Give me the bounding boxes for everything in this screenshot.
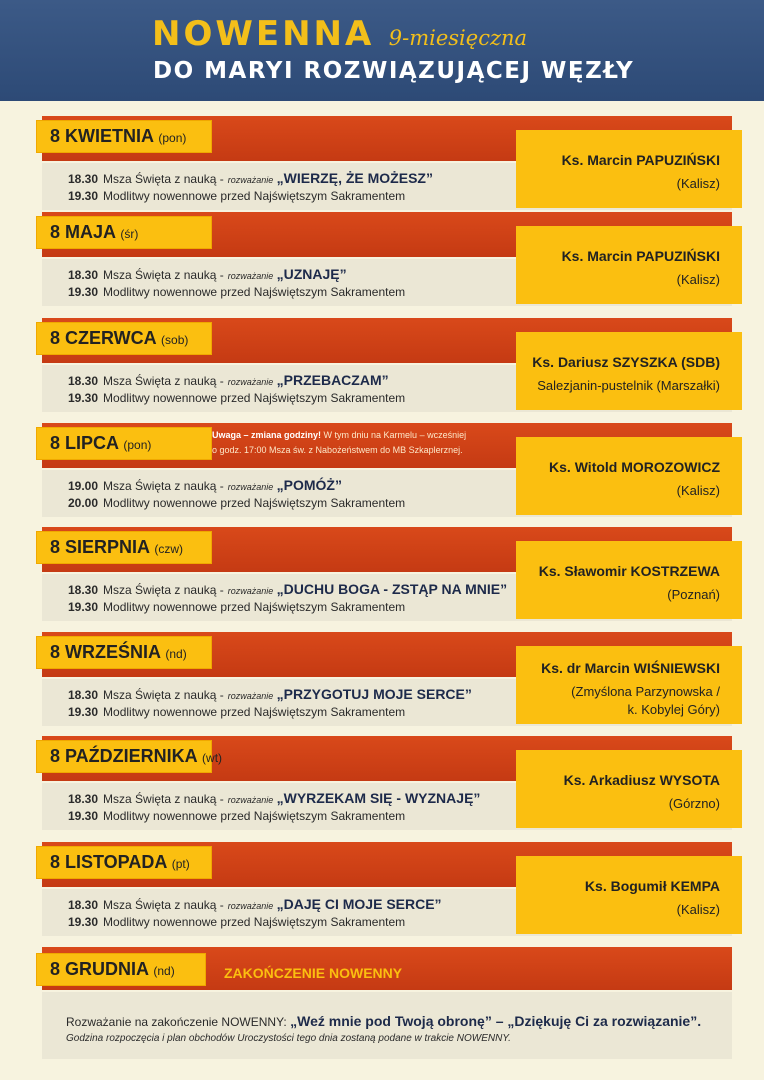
prayer-label: Modlitwy nowennowe przed Najświętszym Sakramentem <box>103 189 406 203</box>
date-text: 8 PAŹDZIERNIKA <box>50 746 198 766</box>
priest-place: Salezjanin-pustelnik (Marszałki) <box>537 378 720 393</box>
date-text: 8 CZERWCA <box>50 328 157 348</box>
priest-place: (Kalisz) <box>676 483 720 498</box>
prayer-time: 20.00 <box>68 496 99 510</box>
priest-name: Ks. Arkadiusz WYSOTA <box>563 772 720 788</box>
mass-label: Msza Święta z nauką - <box>103 172 224 186</box>
priest-place-2: k. Kobylej Góry) <box>627 702 720 717</box>
mass-time: 19.00 <box>68 479 99 493</box>
date-text: 8 SIERPNIA <box>50 537 150 557</box>
reflection-label: rozważanie <box>227 795 274 805</box>
prayer-label: Modlitwy nowennowe przed Najświętszym Sakramentem <box>103 391 406 405</box>
mass-label: Msza Święta z nauką - <box>103 479 224 493</box>
final-line1-quote: „Weź mnie pod Twoją obronę” – „Dziękuję Ci za rozwiązanie”. <box>290 1013 702 1029</box>
mass-time: 18.30 <box>68 792 99 806</box>
prayer-time: 19.30 <box>68 391 99 405</box>
prayer-label: Modlitwy nowennowe przed Najświętszym Sakramentem <box>103 809 406 823</box>
reflection-label: rozważanie <box>227 377 274 387</box>
notice-line1: W tym dniu na Karmelu – wcześniej <box>321 430 467 440</box>
prayer-label: Modlitwy nowennowe przed Najświętszym Sakramentem <box>103 600 406 614</box>
mass-label: Msza Święta z nauką - <box>103 374 224 388</box>
final-date <box>50 959 175 980</box>
mass-line <box>68 790 480 806</box>
date-tag <box>36 740 223 773</box>
date-tag <box>36 531 212 564</box>
priest-box <box>516 332 742 410</box>
mass-time: 18.30 <box>68 898 99 912</box>
date <box>50 126 186 147</box>
mass-time: 18.30 <box>68 583 99 597</box>
prayer-time: 19.30 <box>68 809 99 823</box>
page-title: NOWENNA <box>152 14 375 54</box>
reflection-label: rozważanie <box>227 586 274 596</box>
theme: „DAJĘ CI MOJE SERCE” <box>276 896 442 912</box>
prayer-label: Modlitwy nowennowe przed Najświętszym Sakramentem <box>103 705 406 719</box>
mass-time: 18.30 <box>68 268 99 282</box>
reflection-label: rozważanie <box>227 691 274 701</box>
notice-line2: o godz. 17:00 Msza św. z Nabożeństwem do MB Szkaplerznej. <box>212 445 463 455</box>
prayer-line <box>68 705 405 719</box>
prayer-time: 19.30 <box>68 705 99 719</box>
priest-name: Ks. Marcin PAPUZIŃSKI <box>561 248 720 264</box>
prayer-line <box>68 391 405 405</box>
final-date-tag <box>36 953 206 986</box>
mass-time: 18.30 <box>68 374 99 388</box>
theme: „DUCHU BOGA - ZSTĄP NA MNIE” <box>276 581 508 597</box>
final-line2: Godzina rozpoczęcia i plan obchodów Uroczystości tego dnia zostaną podane w trakcie NOWENNY. <box>66 1033 511 1044</box>
priest-place: (Poznań) <box>667 587 720 602</box>
theme: „POMÓŻ” <box>276 477 342 493</box>
day-of-week: (nd) <box>165 647 187 661</box>
date-text: 8 WRZEŚNIA <box>50 642 161 662</box>
final-line1-prefix: Rozważanie na zakończenie NOWENNY: <box>66 1015 291 1029</box>
priest-box <box>516 856 742 934</box>
priest-place: (Zmyślona Parzynowska / <box>571 684 720 699</box>
theme: „WYRZEKAM SIĘ - WYZNAJĘ” <box>276 790 481 806</box>
mass-line <box>68 372 389 388</box>
prayer-line <box>68 189 405 203</box>
date <box>50 852 190 873</box>
mass-line <box>68 170 433 186</box>
prayer-label: Modlitwy nowennowe przed Najświętszym Sakramentem <box>103 915 406 929</box>
day-of-week: (śr) <box>120 227 139 241</box>
priest-place: (Kalisz) <box>676 176 720 191</box>
priest-name: Ks. Bogumił KEMPA <box>584 878 720 894</box>
mass-time: 18.30 <box>68 172 99 186</box>
title-row <box>152 14 527 54</box>
mass-label: Msza Święta z nauką - <box>103 898 224 912</box>
reflection-label: rozważanie <box>227 175 274 185</box>
date <box>50 433 151 454</box>
day-of-week: (sob) <box>161 333 189 347</box>
page-title-line2: DO MARYI ROZWIĄZUJĄCEJ WĘZŁY <box>153 58 635 84</box>
priest-box <box>516 541 742 619</box>
date-tag <box>36 120 212 153</box>
header <box>0 0 764 101</box>
priest-box <box>516 646 742 724</box>
mass-label: Msza Święta z nauką - <box>103 583 224 597</box>
time-change-notice <box>212 428 466 458</box>
reflection-label: rozważanie <box>227 482 274 492</box>
day-of-week: (pon) <box>123 438 152 452</box>
mass-line <box>68 896 442 912</box>
priest-box <box>516 226 742 304</box>
prayer-time: 19.30 <box>68 600 99 614</box>
priest-place: (Kalisz) <box>676 272 720 287</box>
date-tag <box>36 322 212 355</box>
day-of-week: (czw) <box>154 542 184 556</box>
priest-name: Ks. Marcin PAPUZIŃSKI <box>561 152 720 168</box>
date-tag <box>36 636 212 669</box>
day-of-week: (wt) <box>202 751 223 765</box>
priest-box <box>516 750 742 828</box>
priest-place: (Kalisz) <box>676 902 720 917</box>
prayer-line <box>68 809 405 823</box>
prayer-label: Modlitwy nowennowe przed Najświętszym Sakramentem <box>103 285 406 299</box>
priest-name: Ks. Dariusz SZYSZKA (SDB) <box>532 354 720 370</box>
mass-time: 18.30 <box>68 688 99 702</box>
final-title: ZAKOŃCZENIE NOWENNY <box>224 965 403 981</box>
date-tag <box>36 216 212 249</box>
prayer-time: 19.30 <box>68 285 99 299</box>
date <box>50 537 183 558</box>
priest-place: (Górzno) <box>668 796 720 811</box>
date-tag <box>36 427 212 460</box>
date <box>50 328 188 349</box>
notice-bold: Uwaga – zmiana godziny! <box>212 430 322 440</box>
mass-line <box>68 477 342 493</box>
theme: „UZNAJĘ” <box>276 266 347 282</box>
date-text: 8 LIPCA <box>50 433 119 453</box>
prayer-time: 19.30 <box>68 189 99 203</box>
date-text: 8 MAJA <box>50 222 116 242</box>
date <box>50 746 222 767</box>
date <box>50 222 138 243</box>
prayer-time: 19.30 <box>68 915 99 929</box>
reflection-label: rozważanie <box>227 271 274 281</box>
day-of-week: (pon) <box>158 131 187 145</box>
date-tag <box>36 846 212 879</box>
priest-name: Ks. dr Marcin WIŚNIEWSKI <box>541 660 720 676</box>
mass-line <box>68 686 472 702</box>
prayer-label: Modlitwy nowennowe przed Najświętszym Sakramentem <box>103 496 406 510</box>
theme: „PRZYGOTUJ MOJE SERCE” <box>276 686 472 702</box>
final-day: (nd) <box>153 964 175 978</box>
prayer-line <box>68 600 405 614</box>
mass-label: Msza Święta z nauką - <box>103 268 224 282</box>
priest-name: Ks. Witold MOROZOWICZ <box>549 459 720 475</box>
page-subtitle: 9-miesięczna <box>388 26 528 50</box>
mass-label: Msza Święta z nauką - <box>103 688 224 702</box>
date-text: 8 LISTOPADA <box>50 852 167 872</box>
mass-label: Msza Święta z nauką - <box>103 792 224 806</box>
prayer-line <box>68 496 405 510</box>
prayer-line <box>68 285 405 299</box>
date <box>50 642 187 663</box>
priest-box <box>516 437 742 515</box>
final-date-text: 8 GRUDNIA <box>50 959 149 979</box>
reflection-label: rozważanie <box>227 901 274 911</box>
day-of-week: (pt) <box>171 857 190 871</box>
final-line1 <box>66 1013 701 1029</box>
theme: „PRZEBACZAM” <box>276 372 389 388</box>
mass-line <box>68 581 507 597</box>
priest-name: Ks. Sławomir KOSTRZEWA <box>538 563 720 579</box>
prayer-line <box>68 915 405 929</box>
theme: „WIERZĘ, ŻE MOŻESZ” <box>276 170 433 186</box>
mass-line <box>68 266 347 282</box>
date-text: 8 KWIETNIA <box>50 126 154 146</box>
priest-box <box>516 130 742 208</box>
